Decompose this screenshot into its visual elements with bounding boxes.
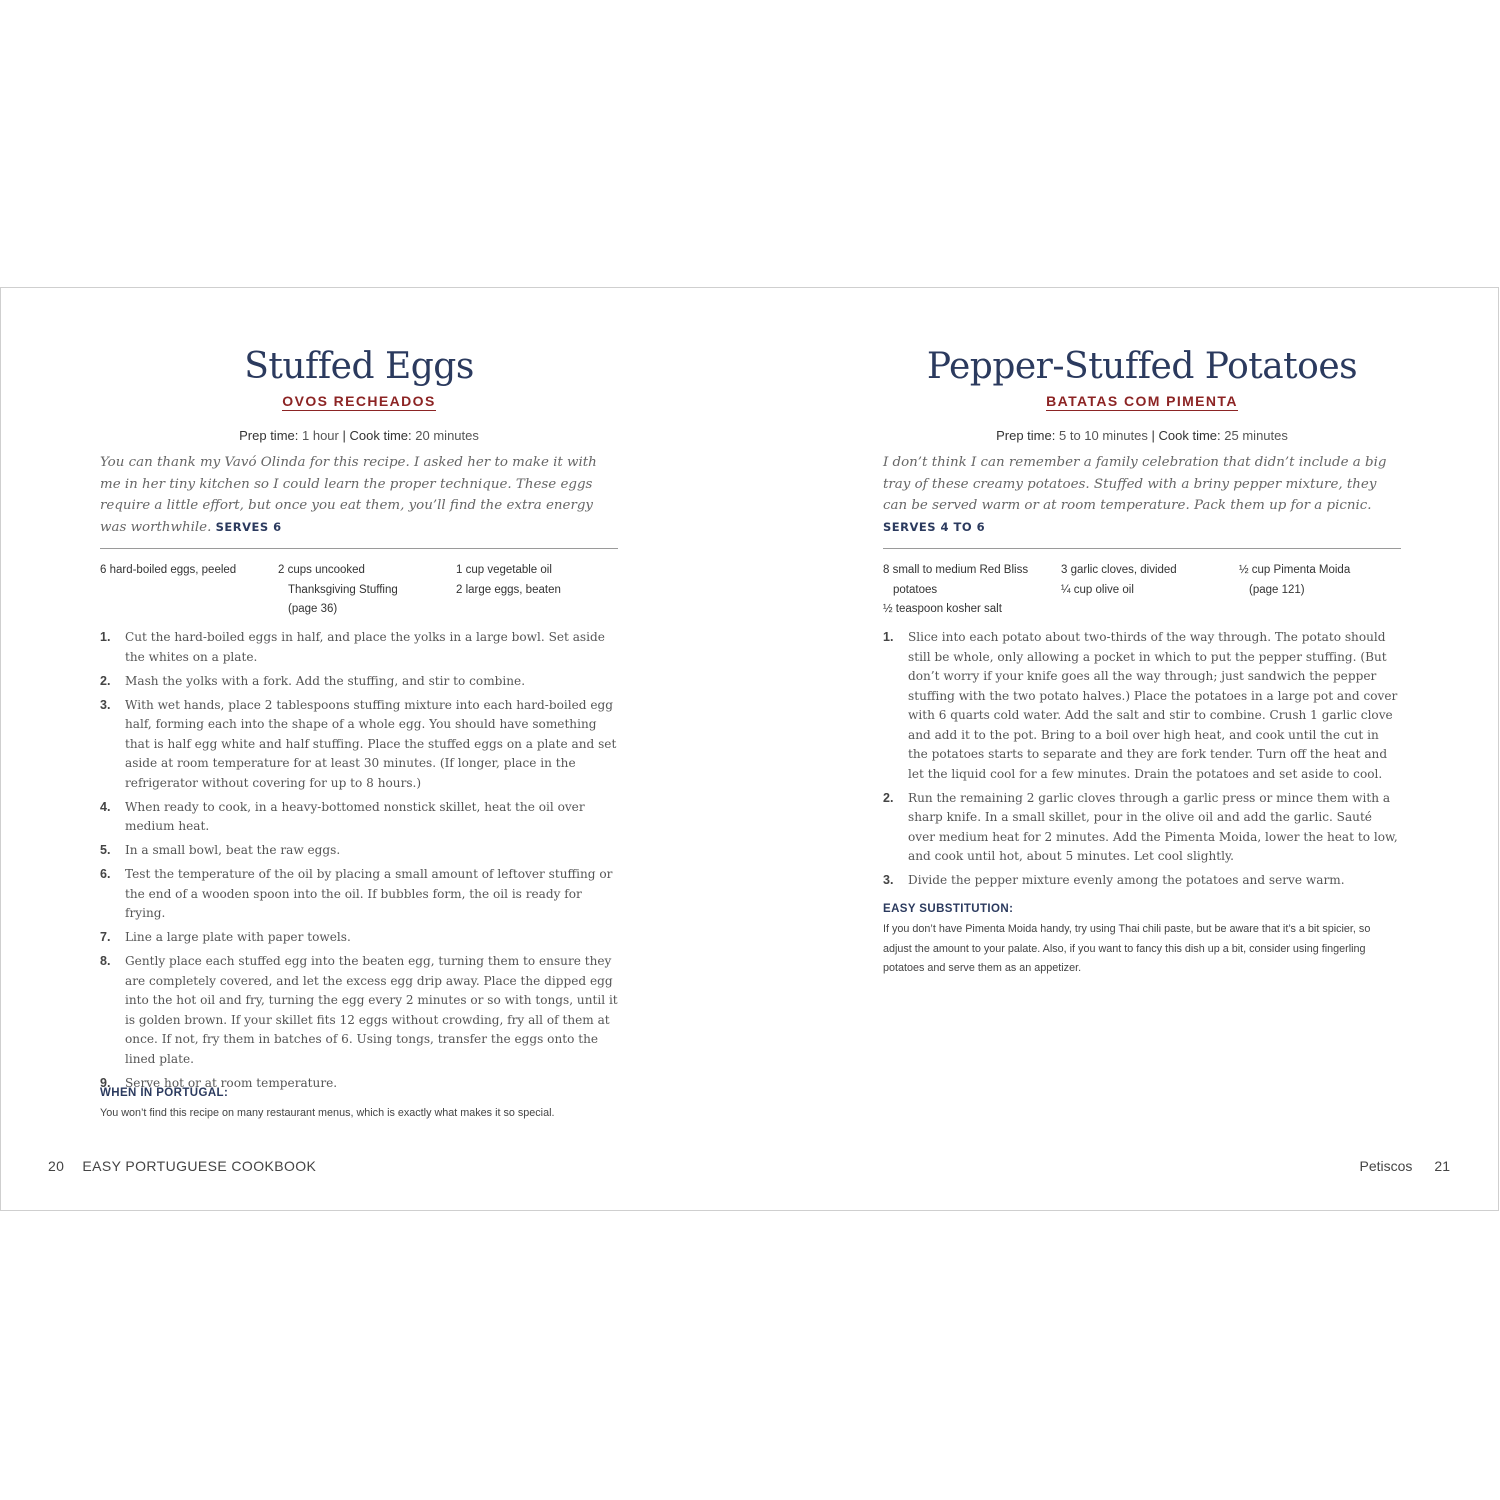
cook-label: Cook time: <box>1158 428 1221 443</box>
ingredients-column <box>100 561 278 581</box>
ingredient: 2 cups uncooked <box>278 564 365 576</box>
step-text: Cut the hard-boiled eggs in half, and place the yolks in a large bowl. Set aside the whites on a plate. <box>125 630 605 664</box>
step-number: 1. <box>100 630 111 644</box>
footer-left <box>48 1158 316 1174</box>
steps-list <box>883 628 1401 895</box>
step-item <box>100 628 618 667</box>
page-number: 20 <box>48 1158 65 1174</box>
ingredient: (page 36) <box>288 603 338 615</box>
footer-right <box>1360 1158 1451 1174</box>
step-number: 3. <box>883 873 894 887</box>
step-text: Line a large plate with paper towels. <box>125 930 351 944</box>
cook-label: Cook time: <box>349 428 412 443</box>
prep-label: Prep time: <box>239 428 299 443</box>
step-text: Gently place each stuffed egg into the beaten egg, turning them to ensure they are completely covered, and let the excess egg drip away. Place the dipped egg into the hot oil and fry, turning the egg every 2 minutes or so with tongs, until it is golden brown. If your skillet fits 12 eggs without crowding, fry all of them at once. If not, fry them in batches of 6. Using tongs, transfer the eggs onto the lined plate. <box>125 954 618 1066</box>
ingredients-column <box>456 561 634 600</box>
divider <box>883 548 1401 549</box>
prep-label: Prep time: <box>996 428 1056 443</box>
step-number: 4. <box>100 799 111 814</box>
step-text: Run the remaining 2 garlic cloves through a garlic press or mince them with a sharp knife. In a small skillet, pour in the olive oil and add the garlic. Sauté over medium heat for 2 minutes. Add the Pimenta Moida, lower the heat to low, and cook until hot, about 5 minutes. Let cool slightly. <box>908 790 1398 863</box>
step-text: In a small bowl, beat the raw eggs. <box>125 843 341 857</box>
ingredient: 1 cup vegetable oil <box>456 564 552 576</box>
step-number: 9. <box>100 1075 111 1090</box>
step-number: 5. <box>100 843 111 857</box>
ingredient: 8 small to medium Red Bliss <box>883 564 1029 576</box>
step-text: Divide the pepper mixture evenly among the potatoes and serve warm. <box>908 873 1345 887</box>
step-item <box>100 798 618 837</box>
right-page <box>883 288 1401 1210</box>
step-item <box>100 928 618 948</box>
step-number: 2. <box>883 790 894 805</box>
times-separator: | <box>342 428 346 443</box>
ingredient: (page 121) <box>1249 583 1305 596</box>
ingredient: 2 large eggs, beaten <box>456 583 561 596</box>
left-page <box>100 288 618 1210</box>
step-item <box>100 841 618 861</box>
note-text: You won’t find this recipe on many restaurant menus, which is exactly what makes it so special. <box>100 1107 555 1119</box>
step-number: 8. <box>100 954 111 968</box>
intro-text: You can thank my Vavó Olinda for this recipe. I asked her to make it with me in her tiny kitchen so I could learn the proper technique. These eggs require a little effort, but once you eat them, you’ll find the extra energy was worthwhile. <box>100 455 597 535</box>
ingredient: ½ cup Pimenta Moida <box>1239 564 1351 576</box>
step-text: Test the temperature of the oil by placing a small amount of leftover stuffing or the end of a wooden spoon into the oil. If bubbles form, the oil is ready for frying. <box>125 867 613 920</box>
step-number: 6. <box>100 867 111 881</box>
ingredients-column <box>883 561 1061 620</box>
prep-value: 1 hour <box>302 428 339 443</box>
times-separator: | <box>1151 428 1155 443</box>
ingredient: 3 garlic cloves, divided <box>1061 564 1177 576</box>
book-spread <box>0 287 1499 1211</box>
ingredient: ½ teaspoon kosher salt <box>883 603 1002 615</box>
recipe-intro <box>100 452 618 538</box>
ingredient: 6 hard-boiled eggs, peeled <box>100 564 237 576</box>
serves-label: SERVES 4 TO 6 <box>883 519 986 534</box>
step-number: 2. <box>100 673 111 688</box>
cook-value: 20 minutes <box>415 428 479 443</box>
step-item <box>883 789 1401 867</box>
recipe-subtitle <box>883 393 1401 411</box>
ingredient: Thanksgiving Stuffing <box>288 583 398 596</box>
cook-value: 25 minutes <box>1224 428 1288 443</box>
ingredients-column <box>1239 561 1417 600</box>
note-heading: EASY SUBSTITUTION: <box>883 903 1014 915</box>
step-item <box>100 696 618 794</box>
recipe-intro <box>883 452 1401 538</box>
ingredients-column <box>1061 561 1239 600</box>
note-heading: WHEN IN PORTUGAL: <box>100 1087 229 1099</box>
steps-list <box>100 628 618 1098</box>
section-name: Petiscos <box>1359 1158 1413 1174</box>
page-number: 21 <box>1434 1158 1450 1174</box>
prep-value: 5 to 10 minutes <box>1058 428 1148 443</box>
recipe-times <box>883 428 1401 443</box>
step-item <box>883 871 1401 891</box>
step-item <box>883 628 1401 784</box>
ingredient: ¼ cup olive oil <box>1061 583 1134 596</box>
step-text: Slice into each potato about two-thirds of the way through. The potato should still be whole, only allowing a pocket in which to put the pepper stuffing. (But don’t worry if your knife goes all the way through; just sandwich the pepper stuffing with the two potato halves.) Place the potatoes in a large pot and cover with 6 quarts cold water. Add the salt and stir to combine. Crush 1 garlic clove and add it to the pot. Bring to a boil over high heat, and cook until the cut in the potatoes starts to separate and they are fork tender. Turn off the heat and let the liquid cool for a few minutes. Drain the potatoes and set aside to cool. <box>908 630 1398 781</box>
step-number: 3. <box>100 697 111 712</box>
step-number: 1. <box>883 630 894 644</box>
step-item <box>100 672 618 692</box>
book-title: EASY PORTUGUESE COOKBOOK <box>82 1158 317 1174</box>
ingredient: potatoes <box>893 583 938 596</box>
step-number: 7. <box>100 930 111 944</box>
recipe-title: Pepper-Stuffed Potatoes <box>926 346 1358 387</box>
step-item <box>100 952 618 1069</box>
note-text: If you don’t have Pimenta Moida handy, try using Thai chili paste, but be aware that it’s a bit spicier, so adjust the amount to your palate. Also, if you want to fancy this dish up a bit, consider using fingerling potatoes and serve them as an appetizer. <box>883 923 1371 974</box>
recipe-subtitle-text: OVOS RECHEADOS <box>282 393 436 409</box>
recipe-subtitle-text: BATATAS COM PIMENTA <box>1046 393 1238 409</box>
recipe-subtitle <box>100 393 618 411</box>
step-text: When ready to cook, in a heavy-bottomed nonstick skillet, heat the oil over medium heat. <box>125 799 585 833</box>
recipe-times <box>100 428 618 443</box>
ingredients-column <box>278 561 456 620</box>
divider <box>100 548 618 549</box>
step-text: Serve hot or at room temperature. <box>125 1075 338 1090</box>
intro-text: I don’t think I can remember a family celebration that didn’t include a big tray of these creamy potatoes. Stuffed with a briny pepper mixture, they can be served warm or at room temperature. Pack them up for a picnic. <box>883 455 1387 513</box>
recipe-title: Stuffed Eggs <box>244 346 474 387</box>
step-text: Mash the yolks with a fork. Add the stuffing, and stir to combine. <box>125 673 526 688</box>
step-text: With wet hands, place 2 tablespoons stuffing mixture into each hard-boiled egg half, forming each into the shape of a whole egg. You should have something that is half egg white and half stuffing. Place the stuffed eggs on a plate and set aside at room temperature for at least 30 minutes. (If longer, place in the refrigerator without covering for up to 8 hours.) <box>125 697 617 790</box>
step-item <box>100 865 618 924</box>
serves-label: SERVES 6 <box>215 519 282 534</box>
